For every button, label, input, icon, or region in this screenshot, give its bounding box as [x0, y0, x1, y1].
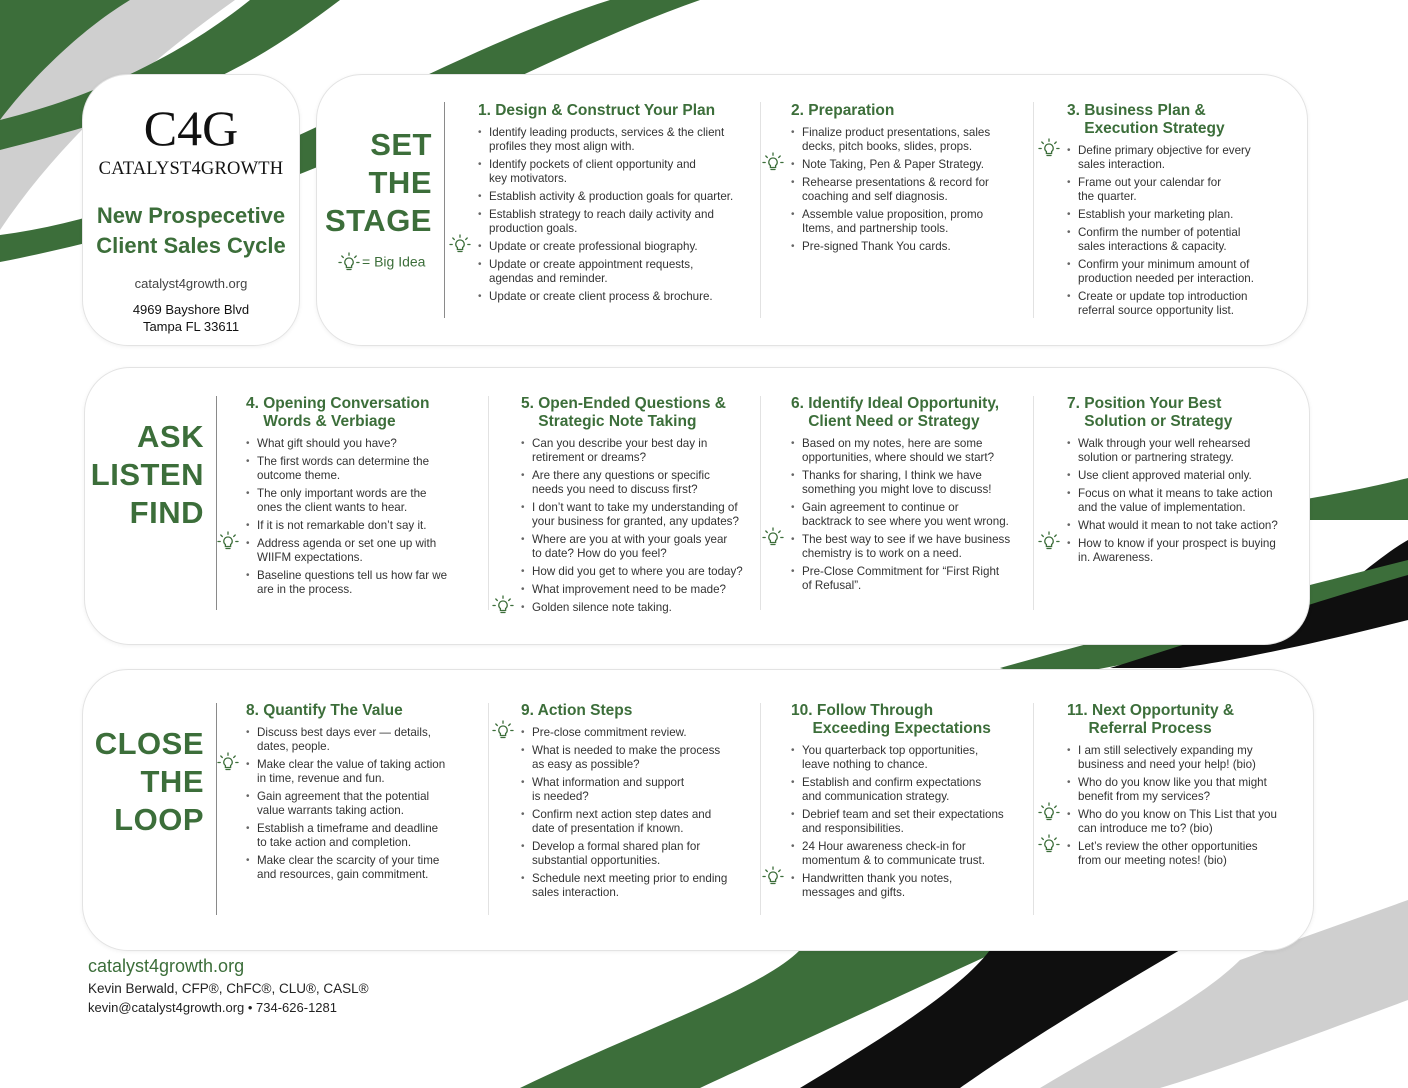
- step-list: [791, 437, 1029, 593]
- step-list-item: • How did you get to where you are today?: [521, 565, 759, 579]
- step-list-item: • Baseline questions tell us how far we are in the process.: [246, 569, 484, 597]
- step-list-item: • What would it mean to not take action?: [1067, 519, 1305, 533]
- step-list-item: • Confirm your minimum amount of production needed per interaction.: [1067, 258, 1303, 286]
- step-list-item: • Make clear the value of taking action in time, revenue and fun.: [246, 758, 484, 786]
- brand-url: catalyst4growth.org: [134, 276, 248, 291]
- step-list-item: • Define primary objective for every sales interaction.: [1067, 144, 1303, 172]
- section-label-ask-listen-find: ASK LISTEN FIND: [90, 419, 204, 530]
- section-label-set-the-stage: SET THE STAGE: [325, 127, 432, 238]
- step-list-item: • Let’s review the other opportunities from our meeting notes! (bio): [1067, 840, 1305, 868]
- section-divider: [216, 703, 217, 915]
- lightbulb-icon: [1038, 138, 1060, 160]
- step-list-item: • Establish your marketing plan.: [1067, 208, 1303, 222]
- column-divider: [1033, 102, 1034, 318]
- step-column: [246, 702, 484, 886]
- step-list-item: • Establish a timeframe and deadline to take action and completion.: [246, 822, 484, 850]
- step-title: 9. Action Steps: [521, 702, 633, 719]
- lightbulb-icon: [762, 527, 784, 549]
- footer-url: catalyst4growth.org: [88, 956, 245, 976]
- step-list-item: • Identify leading products, services & the client profiles they most align with.: [478, 126, 758, 154]
- column-divider: [488, 396, 489, 610]
- step-list-item: • Rehearse presentations & record for coaching and self diagnosis.: [791, 176, 1029, 204]
- step-column: [521, 702, 759, 904]
- step-list-item: • Discuss best days ever — details, dates, people.: [246, 726, 484, 754]
- step-title: 11. Next Opportunity & Referral Process: [1067, 702, 1235, 737]
- lightbulb-icon: [449, 234, 471, 256]
- step-list-item: • Frame out your calendar for the quarter.: [1067, 176, 1303, 204]
- big-idea-legend: = Big Idea: [338, 252, 425, 274]
- step-list-item: • Develop a formal shared plan for substantial opportunities.: [521, 840, 759, 868]
- step-list-item: • Focus on what it means to take action and the value of implementation.: [1067, 487, 1305, 515]
- step-list-item: • Establish strategy to reach daily activity and production goals.: [478, 208, 758, 236]
- step-column: [791, 102, 1029, 258]
- step-list: [1067, 744, 1305, 868]
- step-list-item: • Assemble value proposition, promo Items, and partnership tools.: [791, 208, 1029, 236]
- step-list-item: • Walk through your well rehearsed solution or partnering strategy.: [1067, 437, 1305, 465]
- lightbulb-icon: [1038, 834, 1060, 856]
- step-list-item: • How to know if your prospect is buying in. Awareness.: [1067, 537, 1305, 565]
- svg-text:C4G: C4G: [143, 103, 239, 151]
- step-list-item: • The first words can determine the outcome theme.: [246, 455, 484, 483]
- column-divider: [488, 703, 489, 915]
- step-list-item: • Note Taking, Pen & Paper Strategy.: [791, 158, 1029, 172]
- step-list-item: • The best way to see if we have business chemistry is to work on a need.: [791, 533, 1029, 561]
- step-list-item: • Handwritten thank you notes, messages and gifts.: [791, 872, 1029, 900]
- step-list-item: • If it is not remarkable don’t say it.: [246, 519, 484, 533]
- lightbulb-icon: [217, 531, 239, 553]
- step-list-item: • Update or create appointment requests, agendas and reminder.: [478, 258, 758, 286]
- step-list-item: • Thanks for sharing, I think we have something you might love to discuss!: [791, 469, 1029, 497]
- column-divider: [760, 703, 761, 915]
- step-column: [791, 395, 1029, 597]
- step-list-item: • What improvement need to be made?: [521, 583, 759, 597]
- lightbulb-icon: [762, 152, 784, 174]
- column-divider: [1033, 396, 1034, 610]
- lightbulb-icon: [492, 595, 514, 617]
- step-list-item: • Golden silence note taking.: [521, 601, 759, 615]
- step-title: 6. Identify Ideal Opportunity, Client Need or Strategy: [791, 395, 1000, 430]
- step-list-item: • You quarterback top opportunities, leave nothing to chance.: [791, 744, 1029, 772]
- step-list-item: • Establish activity & production goals for quarter.: [478, 190, 758, 204]
- step-list-item: • The only important words are the ones the client wants to hear.: [246, 487, 484, 515]
- step-list-item: • Use client approved material only.: [1067, 469, 1305, 483]
- step-list-item: • Pre-Close Commitment for “First Right of Refusal”.: [791, 565, 1029, 593]
- step-list-item: • Gain agreement that the potential value warrants taking action.: [246, 790, 484, 818]
- step-list: [246, 437, 484, 597]
- step-list-item: • What information and support is needed?: [521, 776, 759, 804]
- footer-name: Kevin Berwald, CFP®, ChFC®, CLU®, CASL®: [88, 981, 369, 996]
- step-title: 3. Business Plan & Execution Strategy: [1067, 102, 1225, 137]
- footer-contact: kevin@catalyst4growth.org • 734-626-1281: [88, 1000, 337, 1015]
- step-list-item: • Make clear the scarcity of your time and resources, gain commitment.: [246, 854, 484, 882]
- step-list-item: • Create or update top introduction referral source opportunity list.: [1067, 290, 1303, 318]
- column-divider: [760, 102, 761, 318]
- step-title: 4. Opening Conversation Words & Verbiage: [246, 395, 430, 430]
- lightbulb-icon: [338, 252, 360, 274]
- step-list-item: • Based on my notes, here are some opportunities, where should we start?: [791, 437, 1029, 465]
- step-title: 5. Open-Ended Questions & Strategic Note Taking: [521, 395, 726, 430]
- step-list-item: • Gain agreement to continue or backtrack to see where you went wrong.: [791, 501, 1029, 529]
- lightbulb-icon: [217, 752, 239, 774]
- logo-icon: [83, 103, 299, 151]
- step-list-item: • Schedule next meeting prior to ending sales interaction.: [521, 872, 759, 900]
- step-list-item: • Identify pockets of client opportunity and key motivators.: [478, 158, 758, 186]
- step-list-item: • Establish and confirm expectations and communication strategy.: [791, 776, 1029, 804]
- step-list: [791, 744, 1029, 900]
- step-title: 8. Quantify The Value: [246, 702, 403, 719]
- step-list: [521, 437, 759, 615]
- logo-wordmark: CATALYST4GROWTH: [98, 159, 284, 179]
- step-list-item: • Debrief team and set their expectations and responsibilities.: [791, 808, 1029, 836]
- step-list-item: • Where are you at with your goals year to date? How do you feel?: [521, 533, 759, 561]
- step-list-item: • Finalize product presentations, sales decks, pitch books, slides, props.: [791, 126, 1029, 154]
- step-column: [791, 702, 1029, 904]
- step-column: [521, 395, 759, 619]
- step-list-item: • Address agenda or set one up with WIIFM expectations.: [246, 537, 484, 565]
- step-list-item: • Pre-close commitment review.: [521, 726, 759, 740]
- step-list: [521, 726, 759, 900]
- step-list-item: • Who do you know like you that might benefit from my services?: [1067, 776, 1305, 804]
- step-list: [1067, 437, 1305, 565]
- column-divider: [1033, 703, 1034, 915]
- step-title: 2. Preparation: [791, 102, 895, 119]
- lightbulb-icon: [492, 720, 514, 742]
- section-divider: [444, 102, 445, 318]
- step-list-item: • Update or create client process & brochure.: [478, 290, 758, 304]
- column-divider: [760, 396, 761, 610]
- brand-card: [82, 74, 300, 346]
- step-list-item: • What is needed to make the process as easy as possible?: [521, 744, 759, 772]
- step-list: [478, 126, 758, 304]
- step-list-item: • Pre-signed Thank You cards.: [791, 240, 1029, 254]
- step-list-item: • Can you describe your best day in retirement or dreams?: [521, 437, 759, 465]
- step-column: [1067, 702, 1305, 872]
- step-list-item: • Update or create professional biography.: [478, 240, 758, 254]
- step-list-item: • Are there any questions or specific needs you need to discuss first?: [521, 469, 759, 497]
- step-list-item: • Who do you know on This List that you can introduce me to? (bio): [1067, 808, 1305, 836]
- step-column: [1067, 395, 1305, 569]
- step-list: [1067, 144, 1303, 318]
- section-label-close-the-loop: CLOSE THE LOOP: [94, 726, 204, 837]
- step-list-item: • I am still selectively expanding my business and need your help! (bio): [1067, 744, 1305, 772]
- step-list: [791, 126, 1029, 254]
- step-title: 1. Design & Construct Your Plan: [478, 102, 716, 119]
- step-column: [246, 395, 484, 601]
- step-list: [246, 726, 484, 882]
- step-title: 7. Position Your Best Solution or Strategy: [1067, 395, 1233, 430]
- brand-address: 4969 Bayshore Blvd Tampa FL 33611: [132, 302, 250, 334]
- step-list-item: • I don’t want to take my understanding of your business for granted, any updates?: [521, 501, 759, 529]
- lightbulb-icon: [1038, 531, 1060, 553]
- step-list-item: • 24 Hour awareness check-in for momentum & to communicate trust.: [791, 840, 1029, 868]
- lightbulb-icon: [762, 866, 784, 888]
- step-column: [1067, 102, 1303, 322]
- step-column: [478, 102, 758, 308]
- footer: [88, 956, 369, 1015]
- page-title: New Prospecetive Client Sales Cycle: [96, 203, 286, 258]
- section-divider: [216, 396, 217, 610]
- step-list-item: • What gift should you have?: [246, 437, 484, 451]
- step-list-item: • Confirm next action step dates and date of presentation if known.: [521, 808, 759, 836]
- step-title: 10. Follow Through Exceeding Expectations: [791, 702, 991, 737]
- step-list-item: • Confirm the number of potential sales interactions & capacity.: [1067, 226, 1303, 254]
- lightbulb-icon: [1038, 802, 1060, 824]
